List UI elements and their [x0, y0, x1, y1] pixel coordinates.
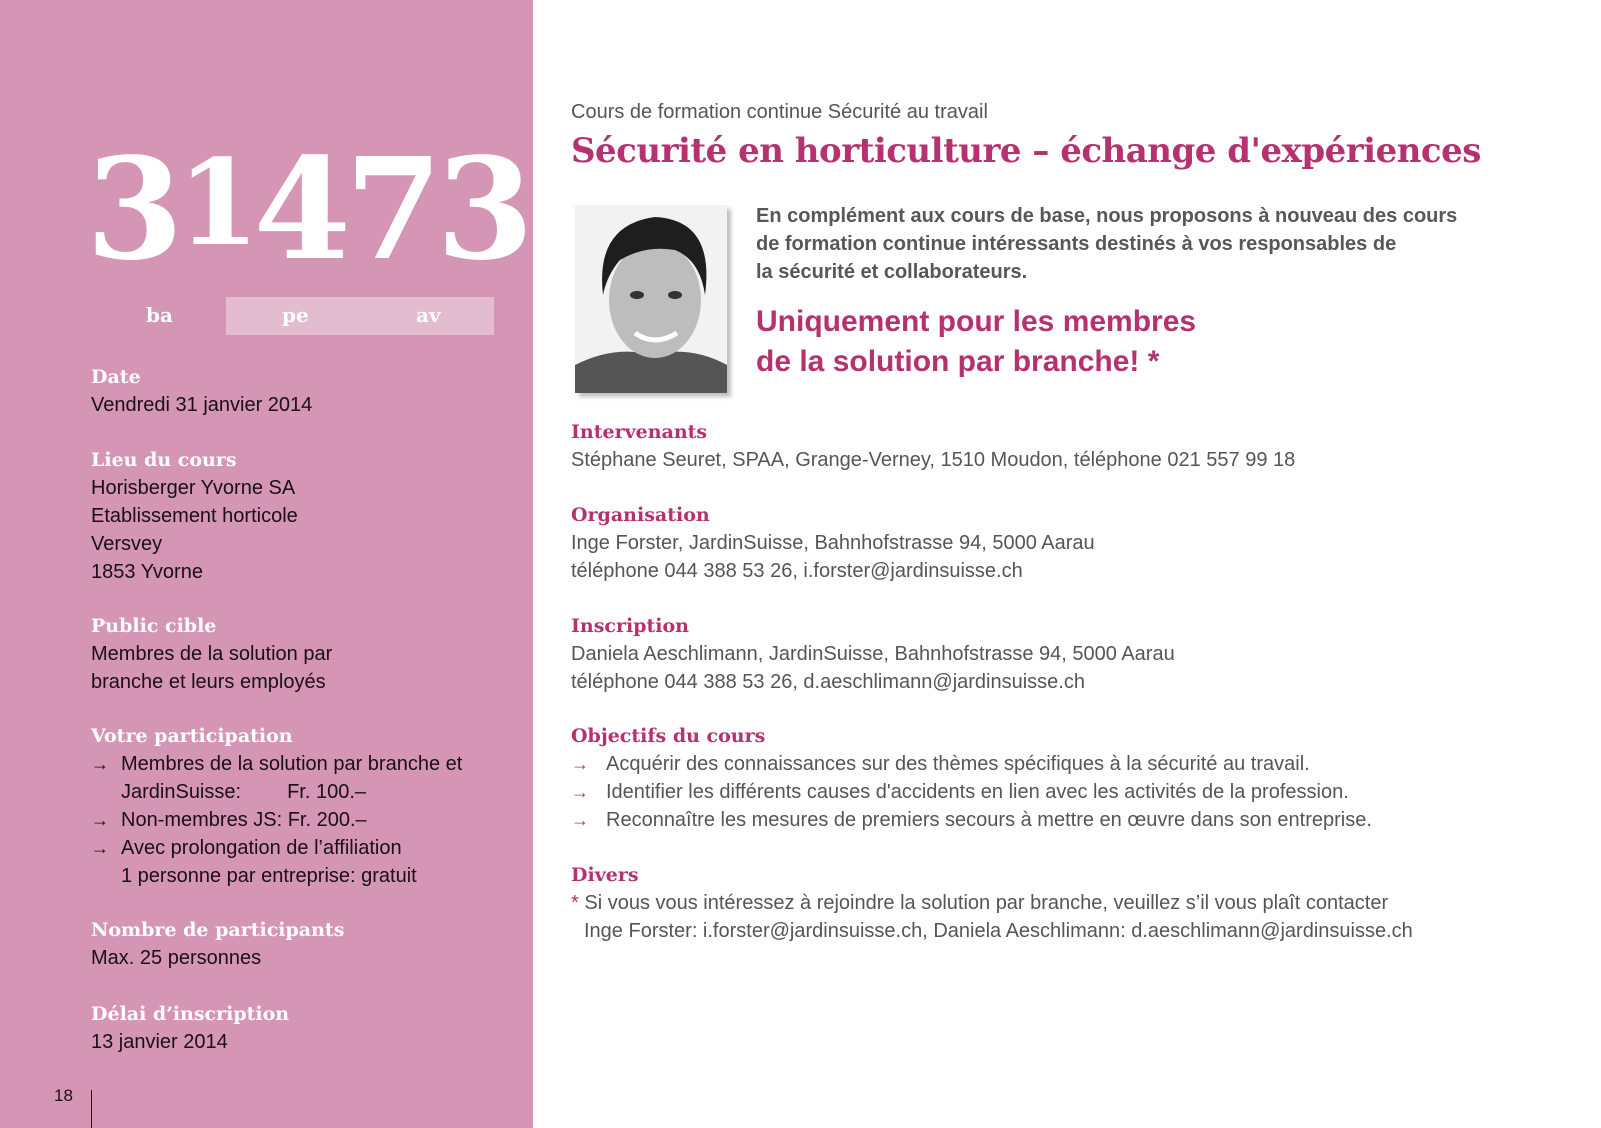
objective-text: Acquérir des connaissances sur des thèmes spécifiques à la sécurité au travail.: [606, 753, 1310, 775]
misc-line: [571, 889, 1413, 917]
objectives-section: [571, 722, 1372, 834]
location-line: Versvey: [91, 533, 163, 555]
page-title: Sécurité en horticulture – échange d'expériences: [571, 131, 1481, 171]
deadline-value: 13 janvier 2014: [91, 1031, 228, 1053]
location-line: Horisberger Yvorne SA: [91, 477, 296, 499]
course-number-digit: 7: [344, 128, 437, 292]
registration-contact[interactable]: téléphone 044 388 53 26, d.aeschlimann@jardinsuisse.ch: [571, 671, 1085, 693]
objectives-label: Objectifs du cours: [571, 725, 766, 747]
notice-line: de la solution par branche! *: [756, 345, 1160, 378]
arrow-right-icon: →: [91, 754, 109, 774]
participation-section: [91, 722, 511, 890]
arrow-right-icon: →: [91, 810, 109, 830]
registration-section: [571, 612, 1175, 696]
participation-label: Votre participation: [91, 725, 293, 747]
portrait-icon: [575, 205, 727, 393]
misc-text: Si vous vous intéressez à rejoindre la solution par branche, veuillez s’il vous plaît contacter: [584, 892, 1389, 914]
registration-line: Daniela Aeschlimann, JardinSuisse, Bahnhofstrasse 94, 5000 Aarau: [571, 643, 1175, 665]
deadline-section: [91, 1000, 289, 1056]
list-item: [91, 834, 511, 890]
list-item: [91, 806, 511, 834]
price-value: Fr. 100.–: [287, 781, 366, 803]
notice-line: Uniquement pour les membres: [756, 305, 1197, 338]
participation-text: Avec prolongation de l’affiliation: [121, 837, 402, 859]
audience-section: [91, 612, 332, 696]
participation-text: Non-membres JS: Fr. 200.–: [121, 809, 367, 831]
participants-value: Max. 25 personnes: [91, 947, 262, 969]
intro-paragraph: [756, 202, 1486, 286]
list-item: [571, 806, 1372, 834]
objectives-list: [571, 750, 1372, 834]
misc-label: Divers: [571, 864, 639, 886]
level-highlight: [226, 297, 494, 335]
registration-label: Inscription: [571, 615, 689, 637]
audience-line: branche et leurs employés: [91, 671, 326, 693]
members-only-notice: [756, 302, 1196, 382]
participation-text: JardinSuisse:: [121, 781, 242, 803]
list-item: [571, 778, 1372, 806]
misc-contact[interactable]: Inge Forster: i.forster@jardinsuisse.ch, Daniela Aeschlimann: d.aeschlimann@jardinsuisse.ch: [584, 920, 1413, 942]
arrow-right-icon: →: [571, 810, 589, 830]
objective-text: Reconnaître les mesures de premiers secours à mettre en œuvre dans son entreprise.: [606, 809, 1372, 831]
asterisk-icon: *: [571, 892, 579, 914]
location-section: [91, 446, 298, 586]
organisation-contact[interactable]: téléphone 044 388 53 26, i.forster@jardinsuisse.ch: [571, 560, 1023, 582]
date-section: [91, 363, 312, 419]
participants-section: [91, 916, 344, 972]
date-label: Date: [91, 366, 141, 388]
level-indicator: [92, 297, 494, 335]
speakers-line: Stéphane Seuret, SPAA, Grange-Verney, 1510 Moudon, téléphone 021 557 99 18: [571, 449, 1296, 471]
audience-label: Public cible: [91, 615, 217, 637]
course-number-digit: 3: [86, 128, 178, 292]
location-line: Etablissement horticole: [91, 505, 298, 527]
sidebar-panel: [0, 0, 533, 1128]
speaker-photo: [575, 205, 727, 393]
page-divider: [91, 1090, 92, 1128]
course-number-digit: 3: [436, 128, 528, 292]
intro-line: En complément aux cours de base, nous proposons à nouveau des cours: [756, 205, 1458, 227]
location-line: 1853 Yvorne: [91, 561, 203, 583]
course-number-digit: 4: [253, 128, 345, 292]
speakers-section: [571, 418, 1295, 474]
intro-line: la sécurité et collaborateurs.: [756, 261, 1028, 283]
date-value: Vendredi 31 janvier 2014: [91, 394, 313, 416]
misc-section: [571, 861, 1413, 945]
organisation-section: [571, 501, 1095, 585]
course-number: [86, 128, 528, 292]
speakers-label: Intervenants: [571, 421, 708, 443]
arrow-right-icon: →: [571, 782, 589, 802]
organisation-line: Inge Forster, JardinSuisse, Bahnhofstrasse 94, 5000 Aarau: [571, 532, 1095, 554]
location-label: Lieu du cours: [91, 449, 237, 471]
participation-list: [91, 750, 511, 890]
organisation-label: Organisation: [571, 504, 710, 526]
objective-text: Identifier les différents causes d'accidents en lien avec les activités de la profession.: [606, 781, 1349, 803]
level-perfectionnement: pe: [282, 303, 309, 327]
level-basic: ba: [146, 303, 173, 327]
page-kicker: Cours de formation continue Sécurité au travail: [571, 101, 988, 123]
audience-line: Membres de la solution par: [91, 643, 333, 665]
deadline-label: Délai d’inscription: [91, 1003, 290, 1025]
arrow-right-icon: →: [571, 754, 589, 774]
level-avance: av: [416, 303, 441, 327]
list-item: [571, 750, 1372, 778]
intro-line: de formation continue intéressants destinés à vos responsables de: [756, 233, 1397, 255]
participants-label: Nombre de participants: [91, 919, 345, 941]
participation-text: Membres de la solution par branche et: [121, 753, 463, 775]
course-number-digit: 1: [177, 133, 254, 272]
arrow-right-icon: →: [91, 838, 109, 858]
page-number: 18: [54, 1086, 73, 1105]
list-item: [91, 750, 511, 806]
participation-text: 1 personne par entreprise: gratuit: [121, 865, 417, 887]
